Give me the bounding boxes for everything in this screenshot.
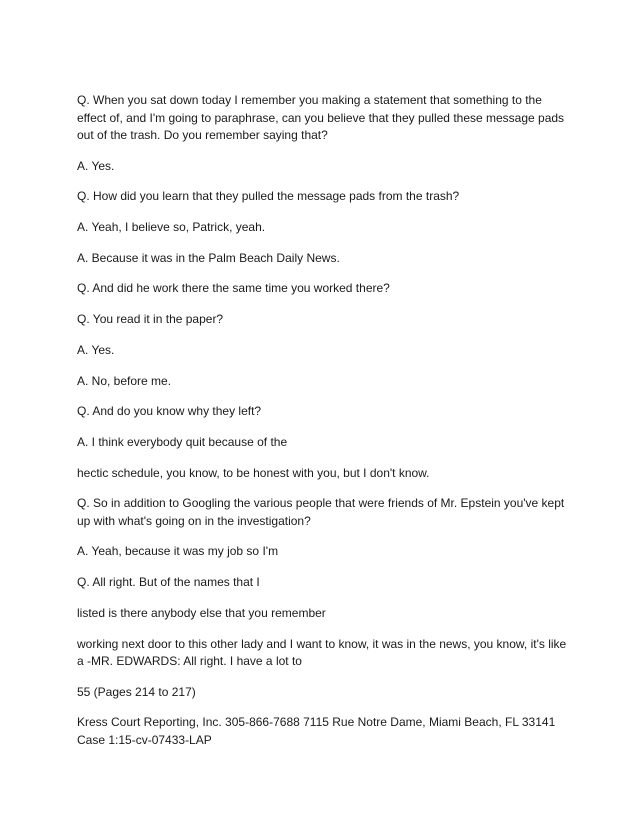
transcript-paragraph: Q. All right. But of the names that I	[77, 575, 260, 590]
transcript-paragraph: A. Yes.	[77, 158, 115, 173]
transcript-paragraph: Q. You read it in the paper?	[77, 312, 224, 327]
transcript-paragraph: A. Yeah, I believe so, Patrick, yeah.	[77, 220, 266, 235]
transcript-paragraph: working next door to this other lady and I want to know, it was in the news, you know, it's like a -MR. EDWARDS: All right. I have a lot to	[77, 636, 567, 668]
transcript-paragraph: A. No, before me.	[77, 373, 172, 388]
page-number-range: 55 (Pages 214 to 217)	[77, 684, 196, 699]
transcript-paragraph: Q. How did you learn that they pulled the message pads from the trash?	[77, 189, 460, 204]
transcript-paragraph: Q. And did he work there the same time you worked there?	[77, 281, 390, 296]
transcript-paragraph: A. Yes.	[77, 342, 115, 357]
transcript-paragraph: A. I think everybody quit because of the	[77, 434, 288, 449]
transcript-paragraph: hectic schedule, you know, to be honest with you, but I don't know.	[77, 465, 430, 480]
transcript-paragraph: Q. So in addition to Googling the various people that were friends of Mr. Epstein you've kept up with what's going on in the investigation?	[77, 496, 565, 528]
transcript-paragraph: A. Because it was in the Palm Beach Daily News.	[77, 250, 340, 265]
transcript-paragraph: A. Yeah, because it was my job so I'm	[77, 544, 279, 559]
transcript-paragraph: Q. When you sat down today I remember you making a statement that something to the effect of, and I'm going to paraphrase, can you believe that they pulled these message pads out of the trash. Do you remember saying that?	[77, 93, 565, 142]
reporter-footer: Kress Court Reporting, Inc. 305-866-7688 7115 Rue Notre Dame, Miami Beach, FL 33141 Case 1:15-cv-07433-LAP	[77, 715, 556, 747]
transcript-paragraph: Q. And do you know why they left?	[77, 404, 262, 419]
transcript-paragraph: listed is there anybody else that you remember	[77, 605, 326, 620]
transcript-page	[77, 92, 569, 763]
